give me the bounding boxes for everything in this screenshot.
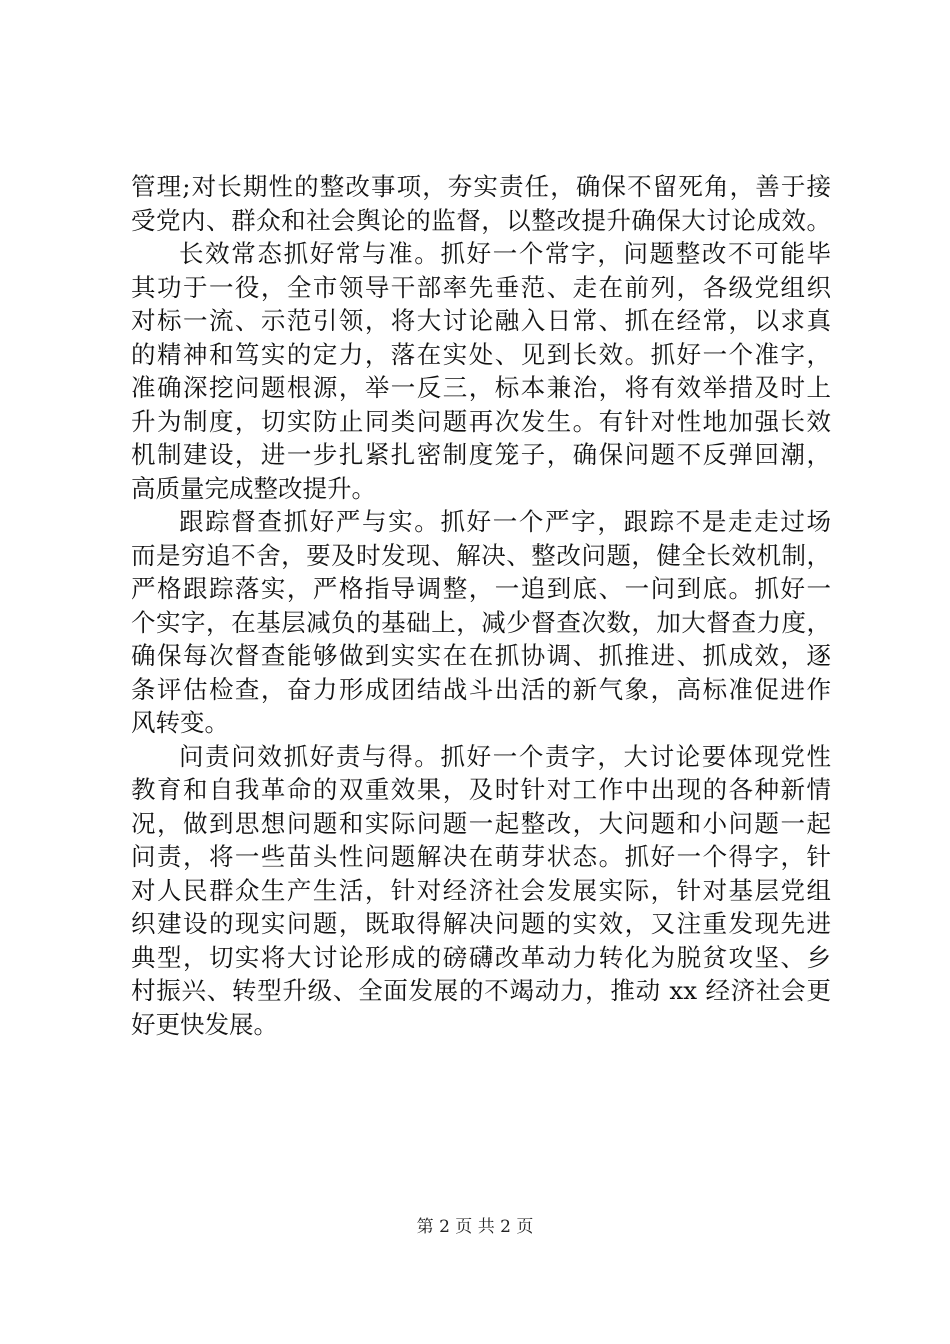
text-line: 升为制度，切实防止同类问题再次发生。有针对性地加强长效	[131, 406, 831, 436]
body-text	[131, 170, 831, 1041]
text-line: 教育和自我革命的双重效果，及时针对工作中出现的各种新情	[131, 775, 831, 804]
text-line: 好更快发展。	[131, 1009, 278, 1039]
text-line: 长效常态抓好常与准。抓好一个常字，问题整改不可能毕	[179, 239, 831, 268]
text-line: 而是穷追不舍，要及时发现、解决、整改问题，健全长效机制，	[131, 540, 831, 570]
text-line: 村振兴、转型升级、全面发展的不竭动力，推动 xx 经济社会更	[131, 976, 831, 1005]
text-line: 机制建设，进一步扎紧扎密制度笼子，确保问题不反弹回潮，	[131, 440, 831, 469]
text-line: 对人民群众生产生活，针对经济社会发展实际，针对基层党组	[131, 875, 831, 905]
text-line: 典型，切实将大讨论形成的磅礴改革动力转化为脱贫攻坚、乡	[131, 942, 831, 972]
text-line: 的精神和笃实的定力，落在实处、见到长效。抓好一个准字，	[131, 339, 831, 369]
text-line: 确保每次督查能够做到实实在在抓协调、抓推进、抓成效，逐	[131, 641, 831, 670]
text-line: 其功于一役，全市领导干部率先垂范、走在前列，各级党组织	[131, 272, 831, 302]
text-line: 管理;对长期性的整改事项，夯实责任，确保不留死角，善于接	[131, 172, 831, 201]
text-line: 跟踪督查抓好严与实。抓好一个严字，跟踪不是走走过场	[179, 507, 831, 536]
text-line: 高质量完成整改提升。	[131, 473, 376, 503]
text-line: 风转变。	[131, 708, 229, 737]
text-line: 受党内、群众和社会舆论的监督，以整改提升确保大讨论成效。	[131, 205, 831, 235]
text-line: 况，做到思想问题和实际问题一起整改，大问题和小问题一起	[131, 808, 831, 838]
text-line: 严格跟踪落实，严格指导调整，一追到底、一问到底。抓好一	[131, 574, 831, 603]
text-line: 条评估检查，奋力形成团结战斗出活的新气象，高标准促进作	[131, 674, 831, 704]
page-footer: 第 2 页 共 2 页	[416, 1217, 534, 1237]
text-line: 问责，将一些苗头性问题解决在萌芽状态。抓好一个得字，针	[131, 842, 831, 871]
text-line: 问责问效抓好责与得。抓好一个责字，大讨论要体现党性	[179, 741, 831, 771]
text-line: 个实字，在基层减负的基础上，减少督查次数，加大督查力度，	[131, 607, 831, 637]
text-line: 准确深挖问题根源，举一反三，标本兼治，将有效举措及时上	[131, 373, 831, 402]
text-line: 织建设的现实问题，既取得解决问题的实效，又注重发现先进	[131, 909, 831, 938]
text-line: 对标一流、示范引领，将大讨论融入日常、抓在经常，以求真	[131, 306, 831, 335]
